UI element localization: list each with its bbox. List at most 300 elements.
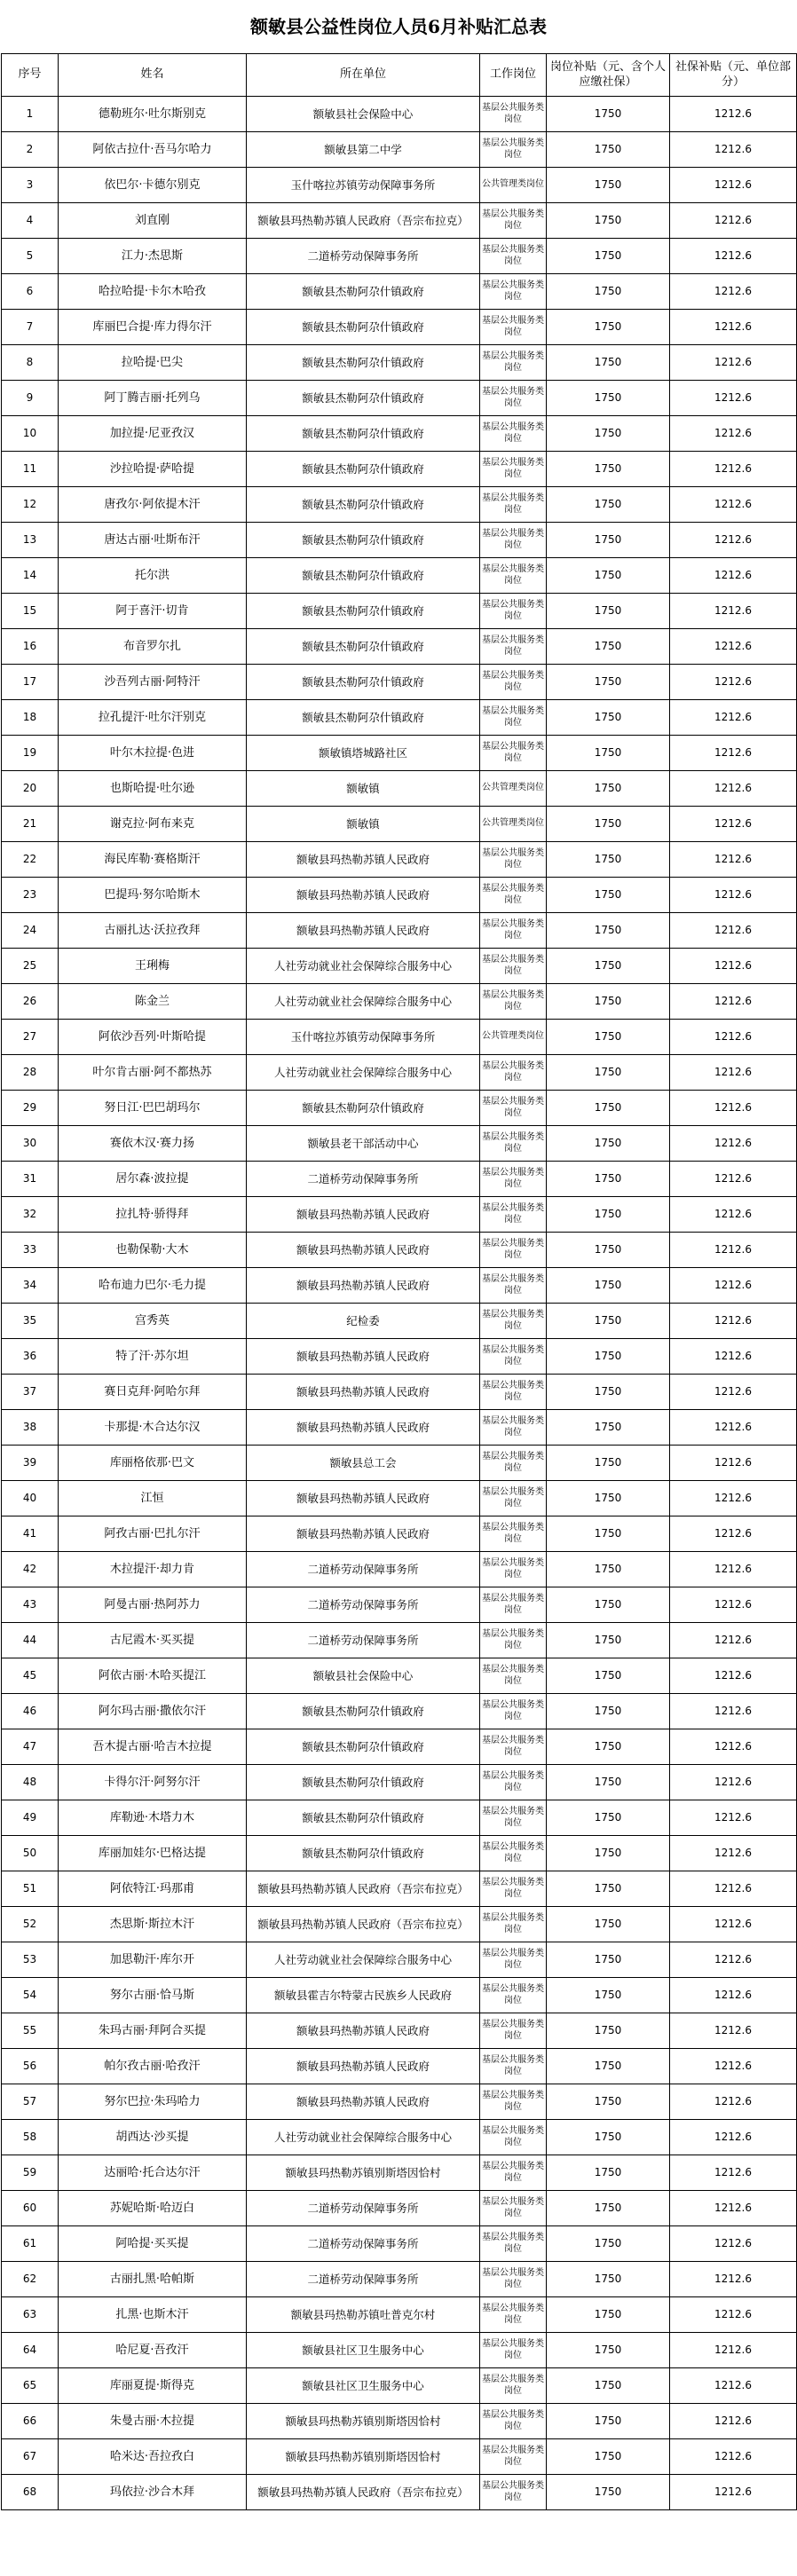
post-subsidy-cell: 1750 — [547, 523, 670, 558]
name-cell: 布音罗尔扎 — [59, 629, 247, 665]
post-subsidy-cell: 1750 — [547, 842, 670, 878]
name-cell: 王琍梅 — [59, 949, 247, 984]
post-subsidy-cell: 1750 — [547, 700, 670, 736]
post-cell: 基层公共服务类岗位 — [480, 1268, 547, 1304]
serial-number-cell: 38 — [2, 1410, 59, 1446]
serial-number-cell: 35 — [2, 1304, 59, 1339]
name-cell: 特了汗·苏尔坦 — [59, 1339, 247, 1375]
post-cell: 基层公共服务类岗位 — [480, 1587, 547, 1623]
name-cell: 沙拉哈提·萨哈提 — [59, 452, 247, 487]
table-row — [2, 2084, 797, 2120]
unit-cell: 人社劳动就业社会保障综合服务中心 — [247, 949, 480, 984]
post-cell: 基层公共服务类岗位 — [480, 2013, 547, 2049]
unit-cell: 额敏县玛热勒苏镇吐普克尔村 — [247, 2297, 480, 2333]
serial-number-cell: 56 — [2, 2049, 59, 2084]
name-cell: 哈尼夏·吾孜汗 — [59, 2333, 247, 2368]
post-cell: 基层公共服务类岗位 — [480, 1836, 547, 1871]
table-row — [2, 1020, 797, 1055]
table-row — [2, 700, 797, 736]
serial-number-cell: 24 — [2, 913, 59, 949]
unit-cell: 额敏县玛热勒苏镇人民政府 — [247, 1268, 480, 1304]
insurance-subsidy-cell: 1212.6 — [670, 2191, 797, 2226]
post-cell: 基层公共服务类岗位 — [480, 594, 547, 629]
post-cell: 基层公共服务类岗位 — [480, 239, 547, 274]
unit-cell: 额敏县玛热勒苏镇人民政府 — [247, 1197, 480, 1233]
name-cell: 也勒保勒·大木 — [59, 1233, 247, 1268]
table-row — [2, 1091, 797, 1126]
serial-number-cell: 51 — [2, 1871, 59, 1907]
post-subsidy-cell: 1750 — [547, 1552, 670, 1587]
insurance-subsidy-cell: 1212.6 — [670, 345, 797, 381]
name-cell: 库丽夏提·斯得克 — [59, 2368, 247, 2404]
post-cell: 基层公共服务类岗位 — [480, 1942, 547, 1978]
table-row — [2, 2404, 797, 2439]
unit-cell: 额敏县总工会 — [247, 1446, 480, 1481]
table-row — [2, 452, 797, 487]
post-subsidy-cell: 1750 — [547, 2333, 670, 2368]
post-subsidy-cell: 1750 — [547, 1055, 670, 1091]
post-subsidy-cell: 1750 — [547, 2191, 670, 2226]
insurance-subsidy-cell: 1212.6 — [670, 2226, 797, 2262]
table-row — [2, 736, 797, 771]
insurance-subsidy-cell: 1212.6 — [670, 2404, 797, 2439]
table-row — [2, 1694, 797, 1729]
insurance-subsidy-cell: 1212.6 — [670, 1729, 797, 1765]
post-cell: 基层公共服务类岗位 — [480, 2368, 547, 2404]
unit-cell: 二道桥劳动保障事务所 — [247, 239, 480, 274]
unit-cell: 额敏县霍吉尔特蒙古民族乡人民政府 — [247, 1978, 480, 2013]
post-cell: 基层公共服务类岗位 — [480, 1197, 547, 1233]
unit-cell: 额敏县玛热勒苏镇人民政府（吾宗布拉克） — [247, 2475, 480, 2510]
serial-number-cell: 39 — [2, 1446, 59, 1481]
post-cell: 基层公共服务类岗位 — [480, 381, 547, 416]
post-subsidy-cell: 1750 — [547, 1729, 670, 1765]
post-cell: 基层公共服务类岗位 — [480, 416, 547, 452]
post-subsidy-cell: 1750 — [547, 1694, 670, 1729]
name-cell: 阿于喜汗·切肯 — [59, 594, 247, 629]
post-subsidy-cell: 1750 — [547, 239, 670, 274]
post-subsidy-cell: 1750 — [547, 345, 670, 381]
header-insurance-subsidy: 社保补贴（元、单位部分） — [670, 54, 797, 97]
post-cell: 基层公共服务类岗位 — [480, 1765, 547, 1800]
unit-cell: 额敏县杰勒阿尕什镇政府 — [247, 629, 480, 665]
unit-cell: 额敏镇 — [247, 771, 480, 807]
unit-cell: 额敏县杰勒阿尕什镇政府 — [247, 274, 480, 310]
table-row — [2, 1375, 797, 1410]
post-subsidy-cell: 1750 — [547, 1942, 670, 1978]
insurance-subsidy-cell: 1212.6 — [670, 1765, 797, 1800]
unit-cell: 额敏县玛热勒苏镇人民政府 — [247, 842, 480, 878]
post-cell: 基层公共服务类岗位 — [480, 1410, 547, 1446]
insurance-subsidy-cell: 1212.6 — [670, 1162, 797, 1197]
unit-cell: 额敏县玛热勒苏镇人民政府（吾宗布拉克） — [247, 1907, 480, 1942]
post-cell: 基层公共服务类岗位 — [480, 2226, 547, 2262]
insurance-subsidy-cell: 1212.6 — [670, 2013, 797, 2049]
post-subsidy-cell: 1750 — [547, 2368, 670, 2404]
insurance-subsidy-cell: 1212.6 — [670, 1126, 797, 1162]
name-cell: 拉哈提·巴尖 — [59, 345, 247, 381]
serial-number-cell: 8 — [2, 345, 59, 381]
table-row — [2, 2368, 797, 2404]
post-subsidy-cell: 1750 — [547, 1091, 670, 1126]
name-cell: 刘直刚 — [59, 203, 247, 239]
table-row — [2, 2049, 797, 2084]
post-cell: 基层公共服务类岗位 — [480, 2155, 547, 2191]
post-cell: 基层公共服务类岗位 — [480, 2084, 547, 2120]
insurance-subsidy-cell: 1212.6 — [670, 310, 797, 345]
insurance-subsidy-cell: 1212.6 — [670, 1871, 797, 1907]
serial-number-cell: 57 — [2, 2084, 59, 2120]
table-row — [2, 1587, 797, 1623]
serial-number-cell: 52 — [2, 1907, 59, 1942]
unit-cell: 额敏县玛热勒苏镇人民政府 — [247, 1233, 480, 1268]
unit-cell: 二道桥劳动保障事务所 — [247, 2191, 480, 2226]
insurance-subsidy-cell: 1212.6 — [670, 842, 797, 878]
name-cell: 依巴尔·卡德尔别克 — [59, 168, 247, 203]
insurance-subsidy-cell: 1212.6 — [670, 132, 797, 168]
serial-number-cell: 26 — [2, 984, 59, 1020]
name-cell: 托尔洪 — [59, 558, 247, 594]
table-row — [2, 274, 797, 310]
table-row — [2, 2297, 797, 2333]
post-subsidy-cell: 1750 — [547, 1410, 670, 1446]
post-cell: 基层公共服务类岗位 — [480, 345, 547, 381]
post-cell: 公共管理类岗位 — [480, 771, 547, 807]
unit-cell: 额敏县杰勒阿尕什镇政府 — [247, 1694, 480, 1729]
insurance-subsidy-cell: 1212.6 — [670, 949, 797, 984]
serial-number-cell: 32 — [2, 1197, 59, 1233]
serial-number-cell: 60 — [2, 2191, 59, 2226]
post-subsidy-cell: 1750 — [547, 1871, 670, 1907]
subsidy-table — [1, 53, 797, 2510]
table-row — [2, 168, 797, 203]
serial-number-cell: 30 — [2, 1126, 59, 1162]
table-row — [2, 1552, 797, 1587]
post-subsidy-cell: 1750 — [547, 2049, 670, 2084]
header-row — [2, 54, 797, 97]
table-row — [2, 1268, 797, 1304]
name-cell: 居尔森·波拉提 — [59, 1162, 247, 1197]
table-row — [2, 1623, 797, 1658]
post-cell: 基层公共服务类岗位 — [480, 629, 547, 665]
insurance-subsidy-cell: 1212.6 — [670, 203, 797, 239]
name-cell: 阿哈提·买买提 — [59, 2226, 247, 2262]
post-cell: 基层公共服务类岗位 — [480, 1446, 547, 1481]
insurance-subsidy-cell: 1212.6 — [670, 700, 797, 736]
unit-cell: 玉什喀拉苏镇劳动保障事务所 — [247, 1020, 480, 1055]
unit-cell: 额敏县玛热勒苏镇人民政府 — [247, 1410, 480, 1446]
unit-cell: 额敏县社会保险中心 — [247, 97, 480, 132]
name-cell: 阿孜古丽·巴扎尔汗 — [59, 1516, 247, 1552]
table-row — [2, 1907, 797, 1942]
name-cell: 帕尔孜古丽·哈孜汗 — [59, 2049, 247, 2084]
table-row — [2, 558, 797, 594]
unit-cell: 额敏县玛热勒苏镇别斯塔因恰村 — [247, 2155, 480, 2191]
name-cell: 江力·杰思斯 — [59, 239, 247, 274]
table-row — [2, 2120, 797, 2155]
table-row — [2, 132, 797, 168]
table-row — [2, 239, 797, 274]
insurance-subsidy-cell: 1212.6 — [670, 2439, 797, 2475]
unit-cell: 人社劳动就业社会保障综合服务中心 — [247, 1055, 480, 1091]
table-row — [2, 1446, 797, 1481]
insurance-subsidy-cell: 1212.6 — [670, 274, 797, 310]
table-row — [2, 523, 797, 558]
post-subsidy-cell: 1750 — [547, 1020, 670, 1055]
insurance-subsidy-cell: 1212.6 — [670, 1516, 797, 1552]
post-cell: 基层公共服务类岗位 — [480, 1694, 547, 1729]
post-cell: 基层公共服务类岗位 — [480, 1233, 547, 1268]
serial-number-cell: 17 — [2, 665, 59, 700]
insurance-subsidy-cell: 1212.6 — [670, 416, 797, 452]
post-subsidy-cell: 1750 — [547, 1446, 670, 1481]
unit-cell: 额敏县玛热勒苏镇人民政府 — [247, 2013, 480, 2049]
insurance-subsidy-cell: 1212.6 — [670, 523, 797, 558]
insurance-subsidy-cell: 1212.6 — [670, 487, 797, 523]
post-subsidy-cell: 1750 — [547, 1836, 670, 1871]
post-cell: 基层公共服务类岗位 — [480, 487, 547, 523]
insurance-subsidy-cell: 1212.6 — [670, 1978, 797, 2013]
post-cell: 基层公共服务类岗位 — [480, 2333, 547, 2368]
insurance-subsidy-cell: 1212.6 — [670, 2297, 797, 2333]
serial-number-cell: 63 — [2, 2297, 59, 2333]
table-row — [2, 1942, 797, 1978]
insurance-subsidy-cell: 1212.6 — [670, 1623, 797, 1658]
serial-number-cell: 7 — [2, 310, 59, 345]
post-subsidy-cell: 1750 — [547, 2439, 670, 2475]
name-cell: 胡西达·沙买提 — [59, 2120, 247, 2155]
name-cell: 朱曼古丽·木拉提 — [59, 2404, 247, 2439]
table-row — [2, 878, 797, 913]
table-row — [2, 984, 797, 1020]
unit-cell: 人社劳动就业社会保障综合服务中心 — [247, 984, 480, 1020]
unit-cell: 额敏县杰勒阿尕什镇政府 — [247, 345, 480, 381]
insurance-subsidy-cell: 1212.6 — [670, 1055, 797, 1091]
post-cell: 基层公共服务类岗位 — [480, 1658, 547, 1694]
post-cell: 基层公共服务类岗位 — [480, 700, 547, 736]
serial-number-cell: 40 — [2, 1481, 59, 1516]
table-row — [2, 310, 797, 345]
unit-cell: 额敏县玛热勒苏镇别斯塔因恰村 — [247, 2439, 480, 2475]
post-subsidy-cell: 1750 — [547, 274, 670, 310]
unit-cell: 额敏县玛热勒苏镇人民政府 — [247, 1481, 480, 1516]
post-subsidy-cell: 1750 — [547, 878, 670, 913]
serial-number-cell: 9 — [2, 381, 59, 416]
post-cell: 基层公共服务类岗位 — [480, 1907, 547, 1942]
table-row — [2, 2013, 797, 2049]
unit-cell: 额敏县杰勒阿尕什镇政府 — [247, 487, 480, 523]
table-row — [2, 1055, 797, 1091]
name-cell: 古尼霞木·买买提 — [59, 1623, 247, 1658]
name-cell: 陈金兰 — [59, 984, 247, 1020]
name-cell: 木拉提汗·却力肯 — [59, 1552, 247, 1587]
unit-cell: 二道桥劳动保障事务所 — [247, 1552, 480, 1587]
name-cell: 扎黑·也斯木汗 — [59, 2297, 247, 2333]
unit-cell: 额敏县杰勒阿尕什镇政府 — [247, 665, 480, 700]
table-row — [2, 1765, 797, 1800]
serial-number-cell: 18 — [2, 700, 59, 736]
post-subsidy-cell: 1750 — [547, 2404, 670, 2439]
post-cell: 基层公共服务类岗位 — [480, 274, 547, 310]
name-cell: 江恒 — [59, 1481, 247, 1516]
insurance-subsidy-cell: 1212.6 — [670, 1552, 797, 1587]
table-row — [2, 1162, 797, 1197]
table-row — [2, 487, 797, 523]
post-subsidy-cell: 1750 — [547, 1339, 670, 1375]
table-row — [2, 416, 797, 452]
name-cell: 加拉提·尼亚孜汉 — [59, 416, 247, 452]
insurance-subsidy-cell: 1212.6 — [670, 1020, 797, 1055]
table-header — [2, 54, 797, 97]
serial-number-cell: 37 — [2, 1375, 59, 1410]
table-row — [2, 1481, 797, 1516]
post-subsidy-cell: 1750 — [547, 2013, 670, 2049]
unit-cell: 二道桥劳动保障事务所 — [247, 1587, 480, 1623]
name-cell: 阿曼古丽·热阿苏力 — [59, 1587, 247, 1623]
serial-number-cell: 11 — [2, 452, 59, 487]
insurance-subsidy-cell: 1212.6 — [670, 629, 797, 665]
name-cell: 赛日克拜·阿哈尔拜 — [59, 1375, 247, 1410]
post-subsidy-cell: 1750 — [547, 168, 670, 203]
serial-number-cell: 12 — [2, 487, 59, 523]
serial-number-cell: 16 — [2, 629, 59, 665]
unit-cell: 额敏县杰勒阿尕什镇政府 — [247, 700, 480, 736]
post-subsidy-cell: 1750 — [547, 807, 670, 842]
post-subsidy-cell: 1750 — [547, 487, 670, 523]
table-row — [2, 949, 797, 984]
table-row — [2, 665, 797, 700]
unit-cell: 额敏县玛热勒苏镇人民政府 — [247, 913, 480, 949]
insurance-subsidy-cell: 1212.6 — [670, 2475, 797, 2510]
unit-cell: 纪检委 — [247, 1304, 480, 1339]
serial-number-cell: 46 — [2, 1694, 59, 1729]
header-unit: 所在单位 — [247, 54, 480, 97]
unit-cell: 二道桥劳动保障事务所 — [247, 2226, 480, 2262]
serial-number-cell: 33 — [2, 1233, 59, 1268]
table-row — [2, 1304, 797, 1339]
page-title: 额敏县公益性岗位人员6月补贴汇总表 — [250, 16, 547, 37]
table-row — [2, 97, 797, 132]
post-cell: 基层公共服务类岗位 — [480, 984, 547, 1020]
post-cell: 基层公共服务类岗位 — [480, 1729, 547, 1765]
table-row — [2, 203, 797, 239]
name-cell: 杰思斯·斯拉木汗 — [59, 1907, 247, 1942]
unit-cell: 额敏县玛热勒苏镇人民政府 — [247, 2049, 480, 2084]
serial-number-cell: 45 — [2, 1658, 59, 1694]
serial-number-cell: 62 — [2, 2262, 59, 2297]
serial-number-cell: 6 — [2, 274, 59, 310]
post-subsidy-cell: 1750 — [547, 203, 670, 239]
serial-number-cell: 67 — [2, 2439, 59, 2475]
insurance-subsidy-cell: 1212.6 — [670, 984, 797, 1020]
serial-number-cell: 65 — [2, 2368, 59, 2404]
insurance-subsidy-cell: 1212.6 — [670, 1197, 797, 1233]
serial-number-cell: 31 — [2, 1162, 59, 1197]
post-cell: 基层公共服务类岗位 — [480, 1516, 547, 1552]
serial-number-cell: 36 — [2, 1339, 59, 1375]
insurance-subsidy-cell: 1212.6 — [670, 913, 797, 949]
name-cell: 朱玛古丽·拜阿合买提 — [59, 2013, 247, 2049]
name-cell: 玛依拉·沙合木拜 — [59, 2475, 247, 2510]
name-cell: 库丽巴合提·库力得尔汗 — [59, 310, 247, 345]
unit-cell: 额敏县杰勒阿尕什镇政府 — [247, 1729, 480, 1765]
insurance-subsidy-cell: 1212.6 — [670, 1410, 797, 1446]
insurance-subsidy-cell: 1212.6 — [670, 2155, 797, 2191]
unit-cell: 人社劳动就业社会保障综合服务中心 — [247, 1942, 480, 1978]
serial-number-cell: 59 — [2, 2155, 59, 2191]
post-cell: 基层公共服务类岗位 — [480, 1481, 547, 1516]
post-cell: 基层公共服务类岗位 — [480, 203, 547, 239]
post-subsidy-cell: 1750 — [547, 1481, 670, 1516]
name-cell: 哈米达·吾拉孜白 — [59, 2439, 247, 2475]
name-cell: 古丽扎达·沃拉孜拜 — [59, 913, 247, 949]
post-subsidy-cell: 1750 — [547, 736, 670, 771]
post-subsidy-cell: 1750 — [547, 1162, 670, 1197]
post-cell: 基层公共服务类岗位 — [480, 1800, 547, 1836]
post-cell: 基层公共服务类岗位 — [480, 1304, 547, 1339]
insurance-subsidy-cell: 1212.6 — [670, 878, 797, 913]
unit-cell: 额敏镇 — [247, 807, 480, 842]
table-row — [2, 771, 797, 807]
post-cell: 基层公共服务类岗位 — [480, 2262, 547, 2297]
unit-cell: 额敏镇塔城路社区 — [247, 736, 480, 771]
post-subsidy-cell: 1750 — [547, 1800, 670, 1836]
insurance-subsidy-cell: 1212.6 — [670, 2049, 797, 2084]
serial-number-cell: 19 — [2, 736, 59, 771]
unit-cell: 额敏县玛热勒苏镇人民政府 — [247, 1375, 480, 1410]
unit-cell: 额敏县杰勒阿尕什镇政府 — [247, 523, 480, 558]
table-row — [2, 1410, 797, 1446]
insurance-subsidy-cell: 1212.6 — [670, 736, 797, 771]
name-cell: 海民库勒·赛格斯汗 — [59, 842, 247, 878]
post-subsidy-cell: 1750 — [547, 2475, 670, 2510]
post-subsidy-cell: 1750 — [547, 2297, 670, 2333]
post-subsidy-cell: 1750 — [547, 1268, 670, 1304]
name-cell: 巴提玛·努尔哈斯木 — [59, 878, 247, 913]
serial-number-cell: 27 — [2, 1020, 59, 1055]
table-row — [2, 842, 797, 878]
insurance-subsidy-cell: 1212.6 — [670, 2262, 797, 2297]
post-cell: 基层公共服务类岗位 — [480, 1126, 547, 1162]
unit-cell: 额敏县社区卫生服务中心 — [247, 2333, 480, 2368]
insurance-subsidy-cell: 1212.6 — [670, 1304, 797, 1339]
serial-number-cell: 49 — [2, 1800, 59, 1836]
table-row — [2, 2439, 797, 2475]
unit-cell: 额敏县杰勒阿尕什镇政府 — [247, 381, 480, 416]
unit-cell: 玉什喀拉苏镇劳动保障事务所 — [247, 168, 480, 203]
post-subsidy-cell: 1750 — [547, 629, 670, 665]
insurance-subsidy-cell: 1212.6 — [670, 1446, 797, 1481]
name-cell: 阿丁腾吉丽·托列乌 — [59, 381, 247, 416]
insurance-subsidy-cell: 1212.6 — [670, 1942, 797, 1978]
post-cell: 基层公共服务类岗位 — [480, 2120, 547, 2155]
serial-number-cell: 20 — [2, 771, 59, 807]
header-post: 工作岗位 — [480, 54, 547, 97]
table-row — [2, 1729, 797, 1765]
post-cell: 基层公共服务类岗位 — [480, 132, 547, 168]
insurance-subsidy-cell: 1212.6 — [670, 1694, 797, 1729]
post-subsidy-cell: 1750 — [547, 1978, 670, 2013]
insurance-subsidy-cell: 1212.6 — [670, 2120, 797, 2155]
serial-number-cell: 41 — [2, 1516, 59, 1552]
insurance-subsidy-cell: 1212.6 — [670, 452, 797, 487]
table-row — [2, 2333, 797, 2368]
table-row — [2, 1658, 797, 1694]
table-row — [2, 594, 797, 629]
name-cell: 阿依沙吾列·叶斯哈提 — [59, 1020, 247, 1055]
serial-number-cell: 4 — [2, 203, 59, 239]
name-cell: 沙吾列古丽·阿特汗 — [59, 665, 247, 700]
